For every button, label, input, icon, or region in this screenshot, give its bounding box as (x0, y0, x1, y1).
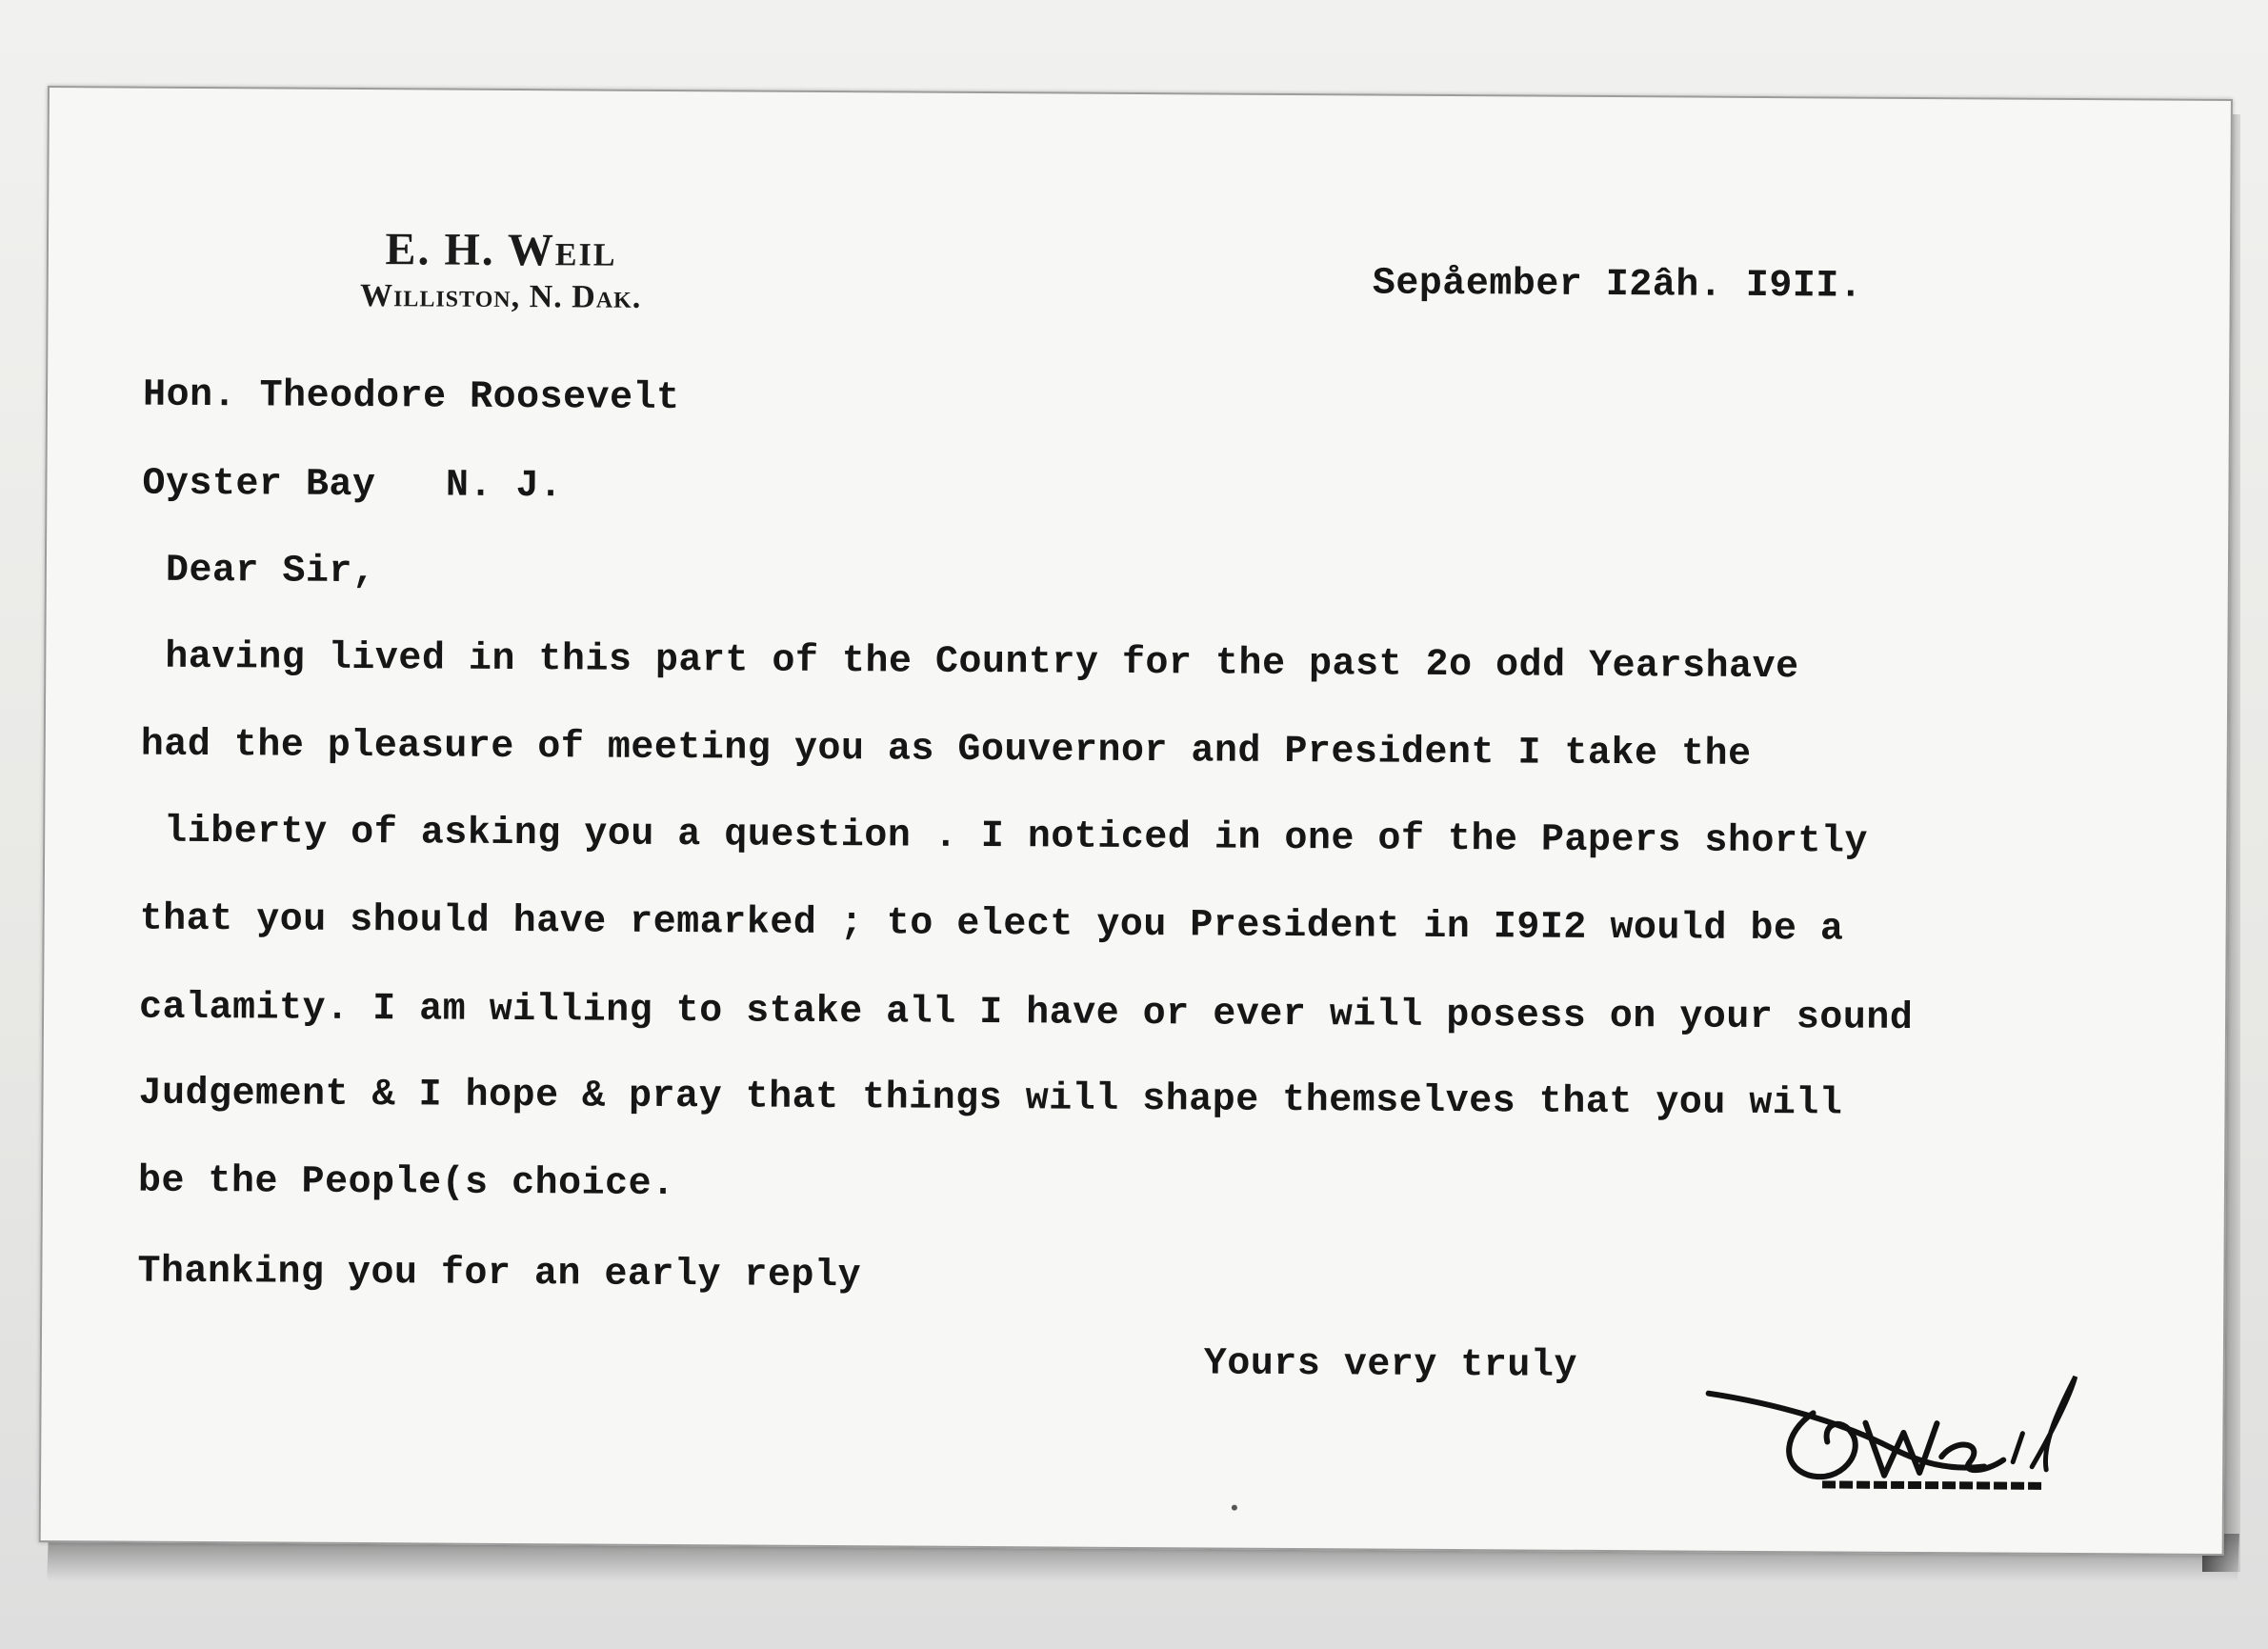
signature-graphic (1698, 1356, 2099, 1501)
body-line: had the pleasure of meeting you as Gouvernor and President I take the (140, 723, 1752, 776)
recipient-address: Oyster Bay N. J. (142, 462, 563, 509)
body-line: liberty of asking you a question . I noticed in one of the Papers shortly (164, 810, 1869, 864)
stray-ink-mark (1232, 1505, 1237, 1511)
recipient-name: Hon. Theodore Roosevelt (142, 373, 680, 421)
body-line: having lived in this part of the Country for the past 2o odd Yearshave (165, 635, 1799, 690)
closing-line: Thanking you for an early reply (137, 1250, 862, 1298)
letterhead-place: Williston, N. Dak. (359, 278, 642, 315)
body-line: be the People(s choice. (137, 1159, 675, 1207)
valediction: Yours very truly (1203, 1342, 1578, 1388)
letter-sheet (39, 86, 2233, 1556)
body-line: calamity. I am willing to stake all I have or ever will posess on your sound (138, 986, 1914, 1040)
body-line: that you should have remarked ; to elect you President in I9I2 would be a (139, 897, 1844, 952)
letterhead (253, 222, 750, 318)
salutation: Dear Sir, (165, 549, 376, 594)
letterhead-name: E. H. Weil (385, 224, 617, 276)
letter-date: Sepåember I2âh. I9II. (1372, 262, 1863, 309)
body-line: Judgement & I hope & pray that things will shape themselves that you will (138, 1072, 1843, 1126)
